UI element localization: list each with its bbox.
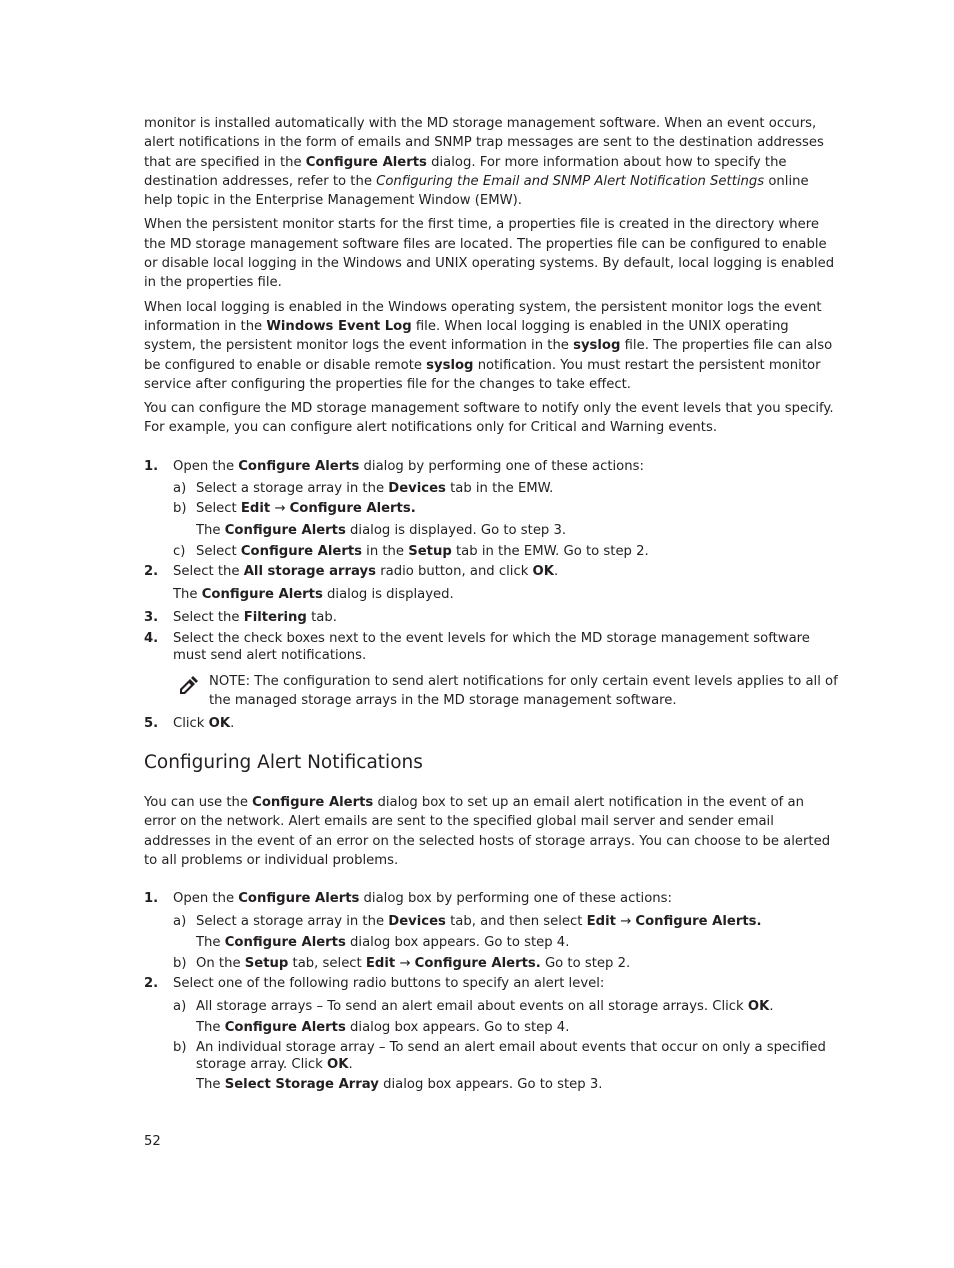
substep-letter: b): [173, 1040, 187, 1056]
note-block: [144, 672, 838, 711]
ui-term: Configure Alerts: [305, 154, 427, 170]
section-step-1: 1. Open the Configure Alerts dialog box by performing one of these actions:: [144, 889, 838, 908]
ui-term: Windows Event Log: [266, 318, 412, 334]
step-number: 2.: [144, 564, 159, 580]
intro-paragraph-3: When local logging is enabled in the Windows operating system, the persistent monitor logs the event information in the Windows Event Log file. When local logging is enabled in the UNIX operating system, the persistent monitor logs the event information in the syslog file. The properties file can also be configured to enable or disable remote syslog notification. You must restart the persistent monitor service after configuring the properties file for the changes to take effect.: [144, 299, 833, 392]
ui-term: syslog: [426, 357, 474, 373]
step-5: 5. Click OK.: [144, 714, 838, 733]
section-substep-2a-result: The Configure Alerts dialog box appears. Go to step 4.: [196, 1019, 570, 1035]
intro-paragraph-4: You can configure the MD storage management software to notify only the event levels that you specify. For example, you can configure alert notifications only for Critical and Warning events.: [144, 401, 834, 436]
note-text: The configuration to send alert notifications for only certain event levels applies to all of the managed storage arrays in the MD storage management software.: [209, 674, 838, 709]
section-substep-1a: a) Select a storage array in the Devices tab, and then select Edit → Configure Alerts.: [144, 912, 838, 931]
step-3: 3. Select the Filtering tab.: [144, 608, 838, 627]
step-number: 3.: [144, 609, 159, 625]
section-paragraph: You can use the Configure Alerts dialog box to set up an email alert notification in the event of an error on the network. Alert emails are sent to the specified global mail server and sender email addresses in the event of an error on the selected hosts of storage arrays. You can choose to be alerted to all problems or individual problems.: [144, 795, 831, 868]
step-number: 2.: [144, 976, 159, 992]
section-substep-2b-result: The Select Storage Array dialog box appears. Go to step 3.: [196, 1077, 603, 1093]
document-body: [144, 114, 838, 1097]
section-substep-1a-result: The Configure Alerts dialog box appears. Go to step 4.: [196, 934, 570, 950]
section-substep-1b: b) On the Setup tab, select Edit → Configure Alerts. Go to step 2.: [144, 954, 838, 973]
substep-letter: b): [173, 956, 187, 972]
pencil-note-icon: [177, 675, 199, 697]
note-label: NOTE:: [209, 674, 251, 690]
substep-letter: b): [173, 501, 187, 517]
substep-1b: b) Select Edit → Configure Alerts.: [144, 499, 838, 518]
step-2: 2. Select the All storage arrays radio button, and click OK.: [144, 562, 838, 581]
page-number: 52: [144, 1134, 161, 1149]
substep-letter: c): [173, 543, 186, 559]
intro-paragraph-1: monitor is installed automatically with the MD storage management software. When an event occurs, alert notifications in the form of emails and SNMP trap messages are sent to the destination addresses that are specified in the Configure Alerts dialog. For more information about how to specify the destination addresses, refer to the Configuring the Email and SNMP Alert Notification Settings online help topic in the Enterprise Management Window (EMW).: [144, 116, 824, 209]
step-4: 4. Select the check boxes next to the event levels for which the MD storage management software must send alert notifications.: [144, 631, 810, 664]
step-number: 1.: [144, 458, 159, 474]
ui-term: syslog: [573, 338, 621, 354]
section-step-2: 2. Select one of the following radio buttons to specify an alert level:: [144, 974, 838, 993]
step-number: 5.: [144, 715, 159, 731]
substep-1b-result: The Configure Alerts dialog is displayed. Go to step 3.: [196, 522, 567, 538]
section-heading: Configuring Alert Notifications: [144, 752, 423, 774]
substep-1c: c) Select Configure Alerts in the Setup tab in the EMW. Go to step 2.: [144, 542, 838, 561]
help-topic-reference: Configuring the Email and SNMP Alert Notification Settings: [376, 173, 765, 189]
section-substep-2b: b) An individual storage array – To send an alert email about events that occur on only a specified storage array. Click OK.: [173, 1040, 826, 1073]
section-substep-2a: a) All storage arrays – To send an alert email about events on all storage arrays. Click OK.: [144, 997, 838, 1016]
step-number: 1.: [144, 891, 159, 907]
substep-letter: a): [173, 998, 187, 1014]
substep-letter: a): [173, 481, 187, 497]
substep-letter: a): [173, 913, 187, 929]
step-1: 1. Open the Configure Alerts dialog by performing one of these actions:: [144, 457, 838, 476]
step-number: 4.: [144, 631, 159, 647]
step-2-result: The Configure Alerts dialog is displayed.: [173, 586, 454, 602]
intro-paragraph-2: When the persistent monitor starts for the first time, a properties file is created in the directory where the MD storage management software files are located. The properties file can be configured to enable or disable local logging in the Windows and UNIX operating systems. By default, local logging is enabled in the properties file.: [144, 217, 835, 291]
substep-1a: a) Select a storage array in the Devices tab in the EMW.: [144, 479, 838, 498]
